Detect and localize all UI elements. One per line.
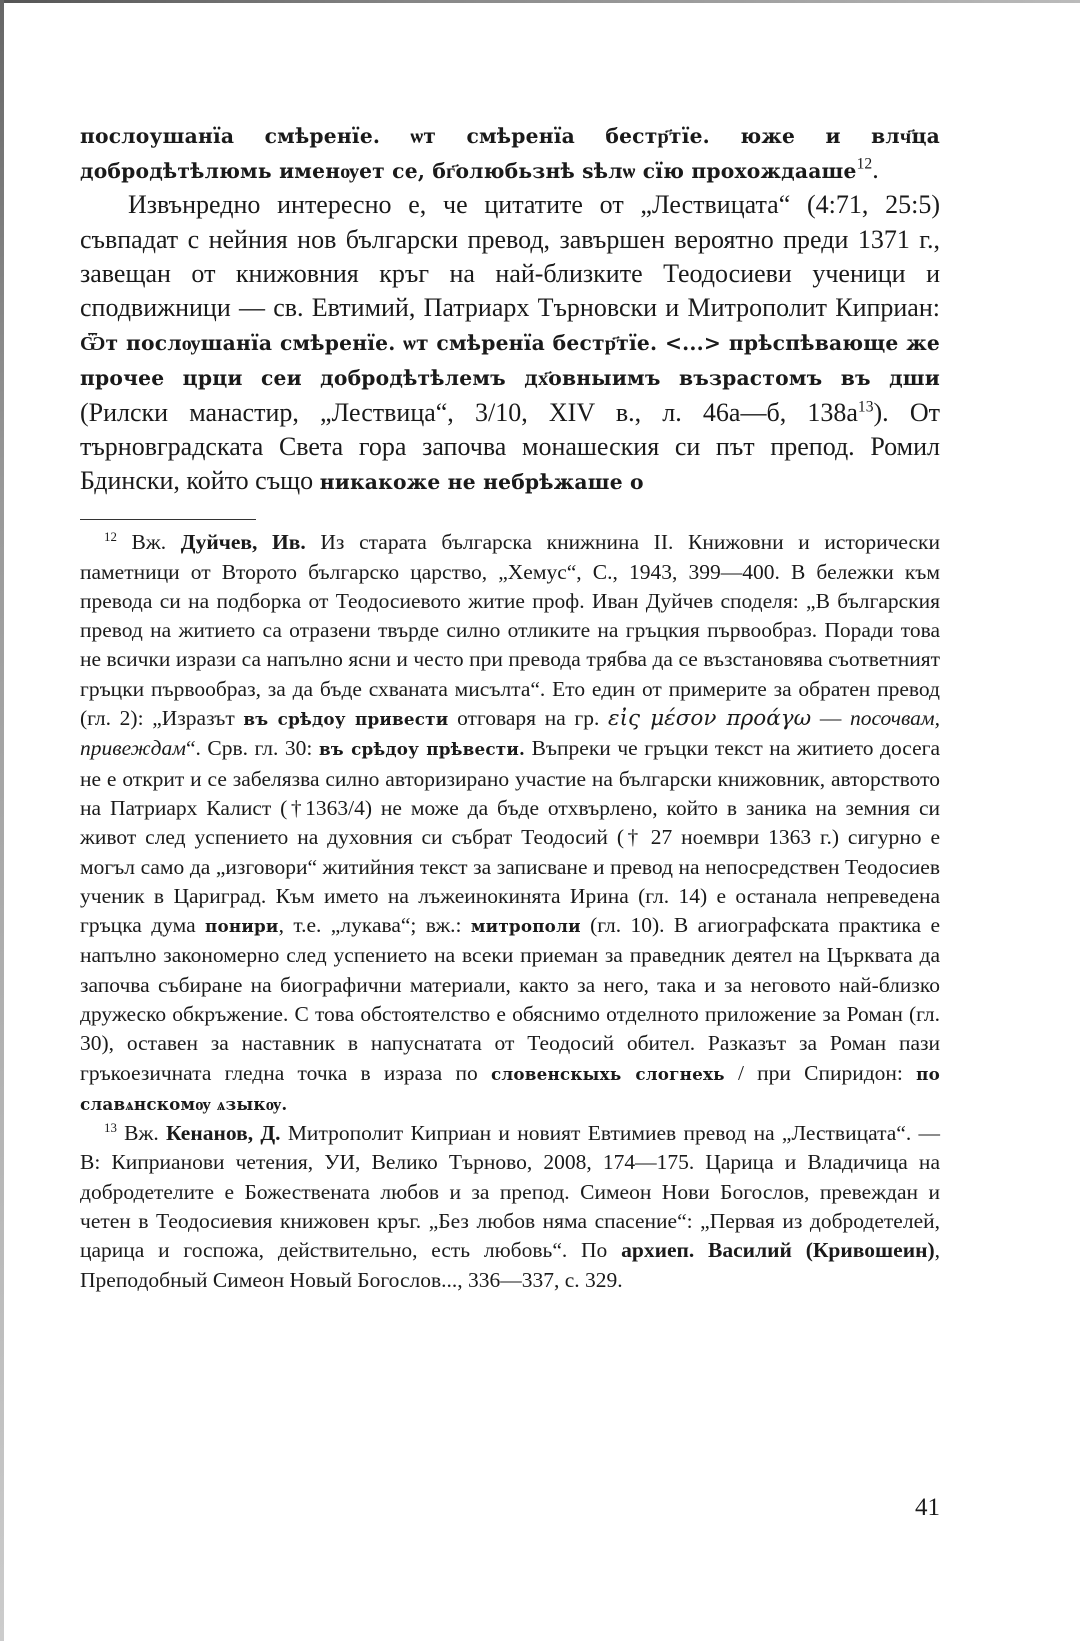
footnote-text: Из старата българска книжнина II. Книжовни и исторически паметници от Второто българско царство, „Хемус“, С., 1943, 399—400. В бележки към превода си на подборка от Теодосиевото житие проф. Иван Дуйчев споделя: „В българския превод на житието са отразени твърде силно отликите на гръцкия първообраз. Поради това не всички изрази са напълно ясни и често при превода трябва да се възстановява съответният гръцки първообраз, за да бъде схваната мисълта“. Ето един от примерите за обратен превод (гл. 2): „Изразът (80, 530, 940, 731)
footnote-text: , т.е. „лукава“; вж.: (278, 913, 471, 938)
footnote-13 (80, 1119, 940, 1295)
footnote-text: Митрополит Киприан и новият Евтимиев превод на „Лествицата“. — В: Киприанови четения, УИ, Велико Търново, 2008, 174—175. Царица и Владичица на добродетелите е Божествената любов и за препод. Симеон Нови Богослов, превеждан и четен в Теодосиевия книжовен кръг. „Без любов няма спасение“: „Первая из добродетелей, царица и госпожа, действительно, есть любовь“. По (80, 1121, 940, 1263)
footnotes (80, 528, 940, 1295)
church-slavonic-quote: никакоже не небрѣжаше о (319, 470, 644, 495)
sentence-end: . (872, 155, 879, 185)
footnote-text: Вж. (116, 530, 181, 555)
footnote-author: архиеп. Василий (Кривошеин) (621, 1238, 935, 1263)
church-slavonic-term: словенскыхь слогнехь (490, 1063, 725, 1084)
footnote-text: Въпреки че гръцки текст на житието досега не е открит и се забелязва силно авторизирано участие на български книжовник, авторството на Патриарх Калист (†1363/4) не може да бъде отхвърлено, който в заника на земния си живот след успението на духовния си събрат Теодосий († 27 ноември 1363 г.) сигурно е могъл само да „изговори“ житийния текст за записване и превод на непосредствен Теодосиев ученик в Цариград. Към името на лъжеинокинята Ирина (гл. 14) е останала непреведена гръцка дума (80, 736, 940, 938)
footnote-number: 13 (104, 1121, 117, 1136)
church-slavonic-term: по славѧнскомѹ ѧзыкѹ. (80, 1063, 940, 1114)
paragraph-text: (Рилски манастир, „Лествица“, 3/10, XIV в., л. 46а—б, 138а (80, 397, 858, 427)
footnote-text: (гл. 10). В агиографската практика е напълно закономерно след успението на всеки приеман за праведник деятел на Църквата да започва събиране на биографични материали, както за него, така и за неговото най-близко дружеско обкръжение. С това обстоятелство е обяснимо отделното приложение за Роман (гл. 30), оставен за наставник в напуснатата от Теодосий обител. Разказът за Роман пази гръкоезичната гледна точка в израза по (80, 913, 940, 1085)
greek-term: εἰς μέσον προάγω (608, 706, 812, 732)
paragraph-text: Извънредно интересно е, че цитатите от „Лествицата“ (4:71, 25:5) съвпадат с нейния нов български превод, завършен вероятно преди 1371 г., завещан от книжовния кръг на най-близките Теодосиеви ученици и сподвижници — св. Евтимий, Патриарх Търновски и Митрополит Киприан: (80, 190, 940, 323)
footnote-12 (80, 528, 940, 1119)
church-slavonic-term: митрополи (470, 916, 581, 937)
footnote-separator (80, 519, 256, 520)
footnote-ref-12[interactable]: 12 (856, 155, 873, 173)
footnote-text: Вж. (116, 1121, 167, 1146)
church-slavonic-quote: послоушанїа смѣренїе. ѡт смѣренїа бестр҃тїе. юже и влч҃ца добродѣтѣлюмь именѹет се, бг҃олюбьзнѣ ѕѣлѡ сїю прохождааше (80, 124, 940, 184)
footnote-text: / при Спиридон: (724, 1060, 917, 1085)
church-slavonic-quote: Ѿт послѹшанїа смѣренїе. ѡт смѣренїа бестр҃тїе. <...> прѣспѣвающе же прочее црци сеи добродѣтѣлемъ дх҃овныимъ възрастомъ въ дши (80, 331, 940, 391)
page-content (80, 118, 940, 1295)
paragraph-2 (80, 188, 940, 499)
footnote-number: 12 (104, 530, 117, 545)
church-slavonic-term: въ срѣдоу прѣвести. (318, 739, 526, 760)
footnote-author: Дуйчев, Ив. (180, 530, 306, 555)
main-text (80, 118, 940, 499)
footnote-text: отговаря на гр. (448, 706, 609, 731)
church-slavonic-term: понири (205, 916, 279, 937)
footnote-text: — (811, 706, 851, 731)
paragraph-1 (80, 118, 940, 188)
scan-edge-left (0, 0, 4, 1641)
italic-gloss: посочвам, привеждам (80, 706, 941, 761)
footnote-text: “. Срв. гл. 30: (185, 736, 319, 761)
footnote-ref-13[interactable]: 13 (857, 397, 874, 415)
church-slavonic-term: въ срѣдоу привести (243, 709, 449, 730)
scan-edge-top (0, 0, 1080, 3)
footnote-text: , Преподобный Симеон Новый Богослов..., 336—337, с. 329. (80, 1238, 940, 1292)
page-number: 41 (915, 1494, 940, 1521)
paragraph-text: ). От търновградската Света гора започва монашеския си път препод. Ромил Бдински, който също (80, 397, 940, 496)
footnote-author: Кенанов, Д. (166, 1121, 281, 1146)
